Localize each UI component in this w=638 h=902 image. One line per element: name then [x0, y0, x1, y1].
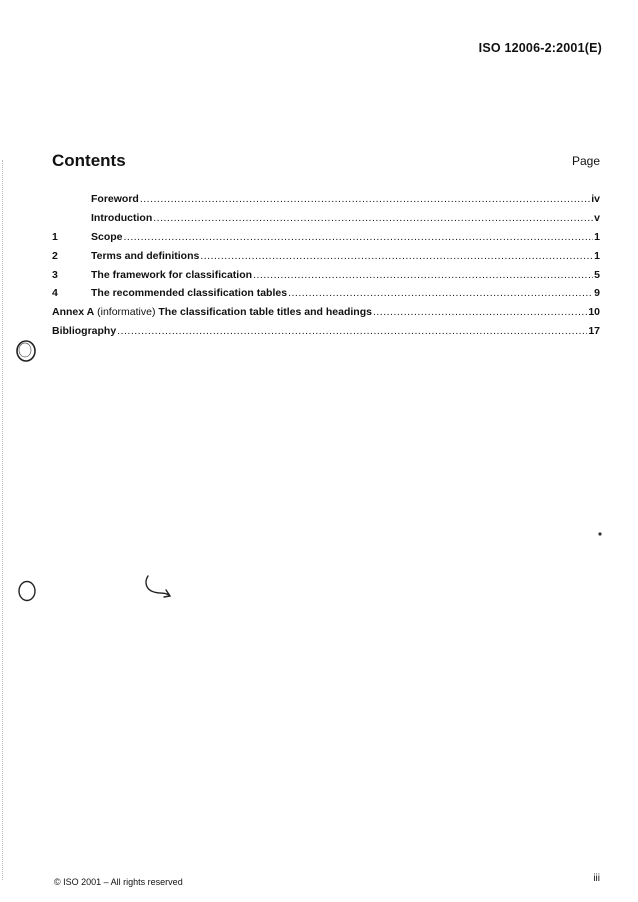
- toc-page: 9: [594, 287, 600, 300]
- toc-entry-framework[interactable]: [52, 269, 600, 288]
- toc-entry-tables[interactable]: [52, 287, 600, 306]
- toc-entry-terms[interactable]: [52, 250, 600, 269]
- toc-page: 1: [594, 230, 600, 243]
- toc-number: 1: [52, 230, 58, 243]
- toc-number: 3: [52, 268, 58, 281]
- annex-label: Annex A: [52, 306, 95, 319]
- toc-title: Introduction: [91, 211, 153, 224]
- toc-title: [52, 306, 372, 318]
- toc-leader-dots: [288, 287, 593, 299]
- punch-hole-mark-icon: [14, 338, 40, 366]
- punch-hole-mark-icon: [16, 578, 40, 604]
- toc-title: The framework for classification: [91, 268, 253, 281]
- toc-title: Terms and definitions: [91, 249, 200, 262]
- toc-leader-dots: [253, 269, 593, 281]
- annex-title: The classification table titles and headings: [158, 306, 372, 319]
- toc-page: v: [594, 211, 600, 224]
- toc-leader-dots: [117, 325, 587, 337]
- toc-title: Foreword: [91, 193, 139, 205]
- toc-entry-introduction[interactable]: [52, 212, 600, 231]
- copyright-notice: © ISO 2001 – All rights reserved: [54, 877, 183, 887]
- toc-leader-dots: [140, 193, 590, 205]
- toc-page: 10: [588, 306, 600, 319]
- toc-leader-dots: [200, 250, 593, 262]
- toc-number: 2: [52, 249, 58, 262]
- page-column-label: Page: [571, 154, 600, 168]
- toc-entry-foreword[interactable]: [52, 193, 600, 212]
- toc-leader-dots: [373, 306, 587, 318]
- document-code: ISO 12006-2:2001(E): [478, 41, 602, 55]
- toc-title: Bibliography: [52, 325, 117, 338]
- toc-entry-annex-a[interactable]: [52, 306, 600, 325]
- scan-edge-line: [2, 160, 4, 880]
- annex-type: (informative): [94, 306, 159, 319]
- toc-leader-dots: [124, 231, 594, 243]
- toc-page: 1: [594, 249, 600, 262]
- toc-page: 5: [594, 268, 600, 281]
- toc-entry-scope[interactable]: [52, 231, 600, 250]
- toc-title: Scope: [91, 230, 123, 243]
- page-number: iii: [593, 873, 600, 884]
- table-of-contents: [52, 193, 600, 344]
- pen-stroke-mark-icon: [140, 572, 174, 600]
- toc-page: iv: [591, 193, 600, 205]
- toc-number: 4: [52, 287, 58, 300]
- scan-speck-icon: [596, 530, 606, 538]
- toc-leader-dots: [153, 212, 593, 224]
- toc-entry-bibliography[interactable]: [52, 325, 600, 344]
- contents-heading: Contents: [52, 151, 126, 170]
- toc-title: The recommended classification tables: [91, 287, 288, 300]
- toc-page: 17: [588, 325, 600, 338]
